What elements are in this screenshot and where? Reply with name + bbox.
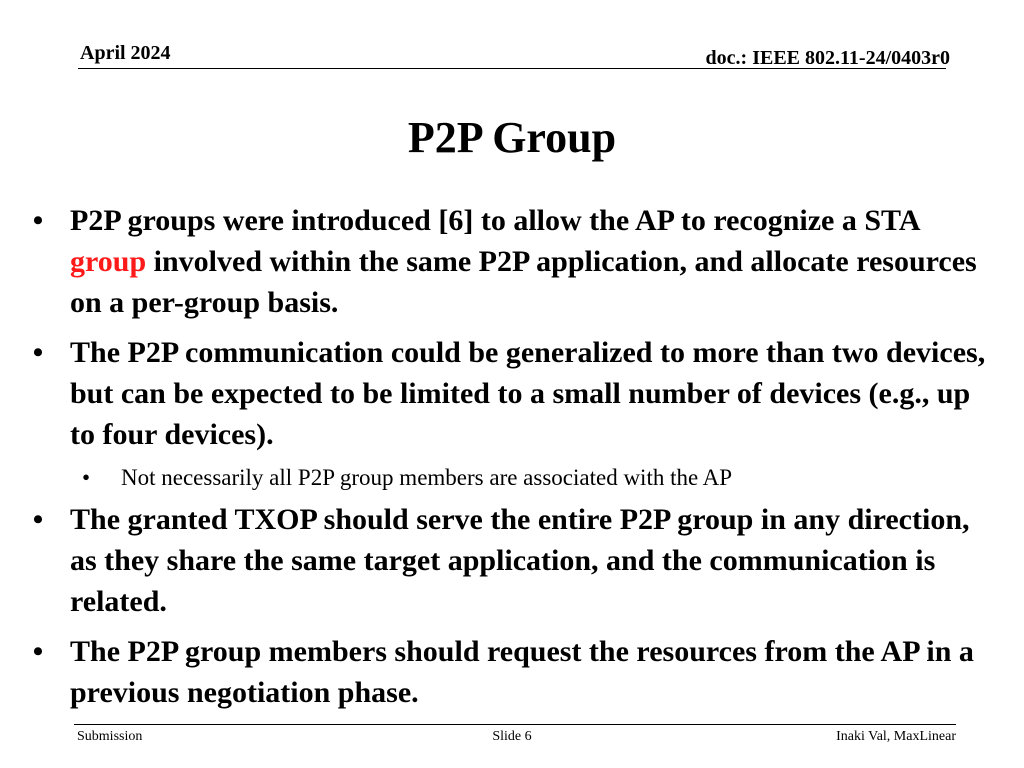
header-date: April 2024 [80,42,171,64]
bullet-text: P2P groups were introduced [6] to allow the AP to recognize a STA [70,204,919,237]
header-divider [78,68,946,69]
footer-submission: Submission [77,729,143,744]
bullet-text: The granted TXOP should serve the entire P2P group in any direction, as they share the same target application, and the communication is related. [70,503,970,618]
bullet-text: The P2P group members should request the resources from the AP in a previous negotiation phase. [70,635,974,709]
bullet-item [28,332,988,455]
bullet-item [28,499,988,622]
bullet-item [28,200,988,323]
footer-divider [74,724,956,725]
bullet-marker: • [32,204,44,237]
bullet-text: The P2P communication could be generalized to more than two devices, but can be expected to be limited to a small number of devices (e.g., up to four devices). [70,336,986,451]
slide-title: P2P Group [407,113,617,162]
footer-author: Inaki Val, MaxLinear [836,729,956,744]
slide-body [28,200,988,713]
bullet-marker: • [32,336,44,369]
bullet-text: involved within the same P2P application, and allocate resources on a per-group basis. [70,245,977,319]
bullet-marker: • [32,503,44,536]
sub-bullet-text: Not necessarily all P2P group members are associated with the AP [121,465,733,490]
bullet-marker: • [32,635,44,668]
sub-bullet-marker: • [82,465,91,490]
sub-bullet-item [28,463,988,493]
footer-slide-number: Slide 6 [492,729,532,744]
header-doc-id: doc.: IEEE 802.11-24/0403r0 [705,47,950,69]
bullet-item [28,631,988,713]
highlighted-word: group [70,245,147,278]
